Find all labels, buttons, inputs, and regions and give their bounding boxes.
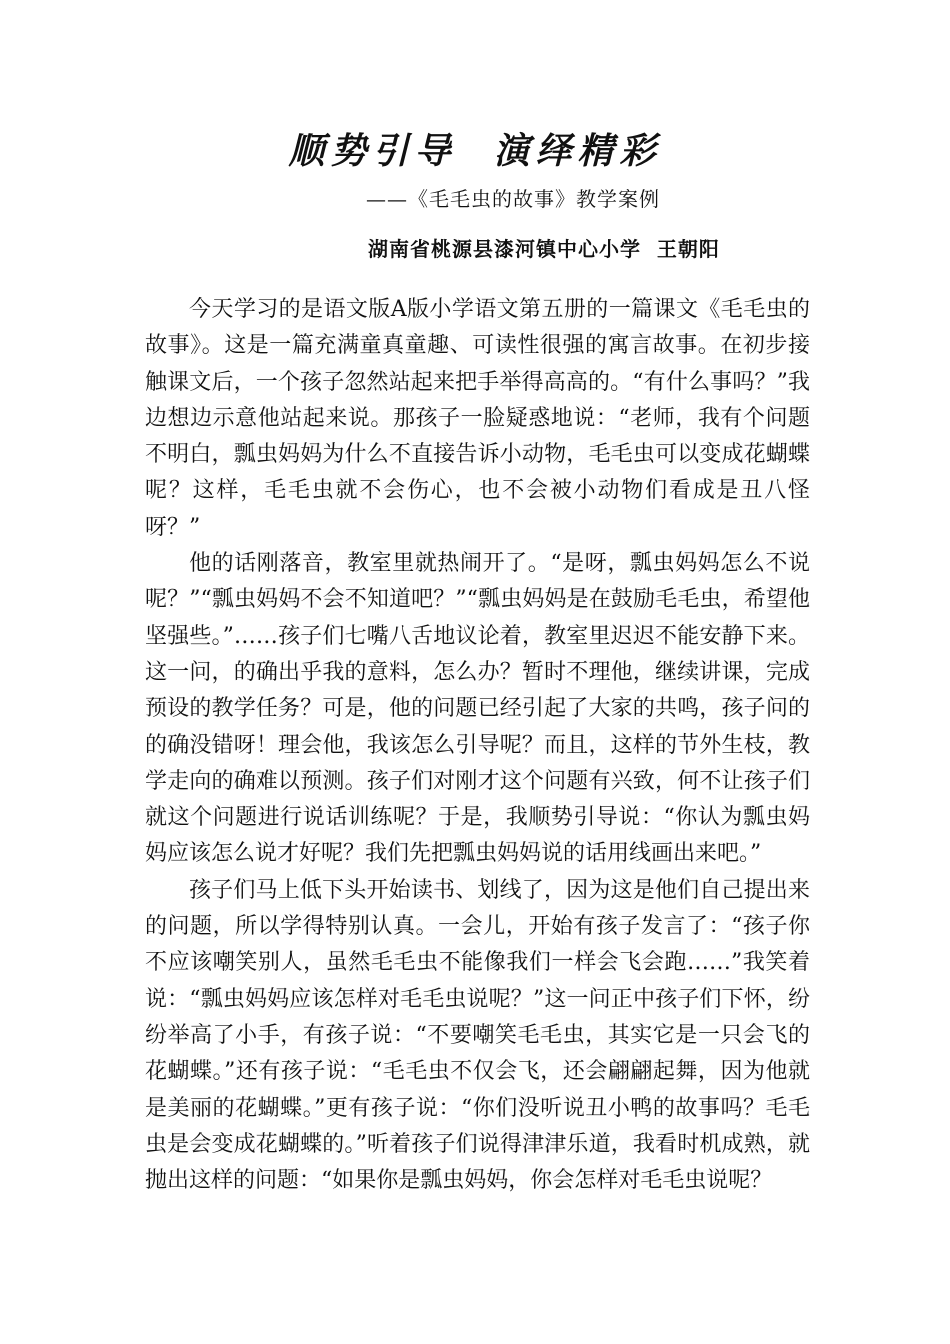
- paragraph-3: 孩子们马上低下头开始读书、划线了，因为这是他们自己提出来的问题，所以学得特别认真。一会儿，开始有孩子发言了：“孩子你不应该嘲笑别人，虽然毛毛虫不能像我们一样会飞会跑……”我笑着说：“瓢虫妈妈应该怎样对毛毛虫说呢？”这一问正中孩子们下怀，纷纷举高了小手，有孩子说：“不要嘲笑毛毛虫，其实它是一只会飞的花蝴蝶。”还有孩子说：“毛毛虫不仅会飞，还会翩翩起舞，因为他就是美丽的花蝴蝶。”更有孩子说：“你们没听说丑小鸭的故事吗？毛毛虫是会变成花蝴蝶的。”听着孩子们说得津津乐道，我看时机成熟，就抛出这样的问题：“如果你是瓢虫妈妈，你会怎样对毛毛虫说呢？: [145, 877, 810, 1194]
- document-body: [145, 292, 810, 1199]
- document-subtitle: ——《毛毛虫的故事》教学案例: [366, 187, 660, 211]
- paragraph-2: 他的话刚落音，教室里就热闹开了。“是呀，瓢虫妈妈怎么不说呢？”“瓢虫妈妈不会不知道吧？”“瓢虫妈妈是在鼓励毛毛虫，希望他坚强些。”……孩子们七嘴八舌地议论着，教室里迟迟不能安静下来。这一问，的确出乎我的意料，怎么办？暂时不理他，继续讲课，完成预设的教学任务？可是，他的问题已经引起了大家的共鸣，孩子问的的确没错呀！理会他，我该怎么引导呢？而且，这样的节外生枝，教学走向的确难以预测。孩子们对刚才这个问题有兴致，何不让孩子们就这个问题进行说话训练呢？于是，我顺势引导说：“你认为瓢虫妈妈应该怎么说才好呢？我们先把瓢虫妈妈说的话用线画出来吧。”: [145, 551, 810, 867]
- document-title: 顺势引导 演绎精彩: [288, 130, 662, 172]
- paragraph-1: 今天学习的是语文版A版小学语文第五册的一篇课文《毛毛虫的故事》。这是一篇充满童真童趣、可读性很强的寓言故事。在初步接触课文后，一个孩子忽然站起来把手举得高高的。“有什么事吗？”我边想边示意他站起来说。那孩子一脸疑惑地说：“老师，我有个问题不明白，瓢虫妈妈为什么不直接告诉小动物，毛毛虫可以变成花蝴蝶呢？这样，毛毛虫就不会伤心，也不会被小动物们看成是丑八怪呀？”: [145, 297, 810, 540]
- document-author: 湖南省桃源县漆河镇中心小学 王朝阳: [368, 237, 720, 261]
